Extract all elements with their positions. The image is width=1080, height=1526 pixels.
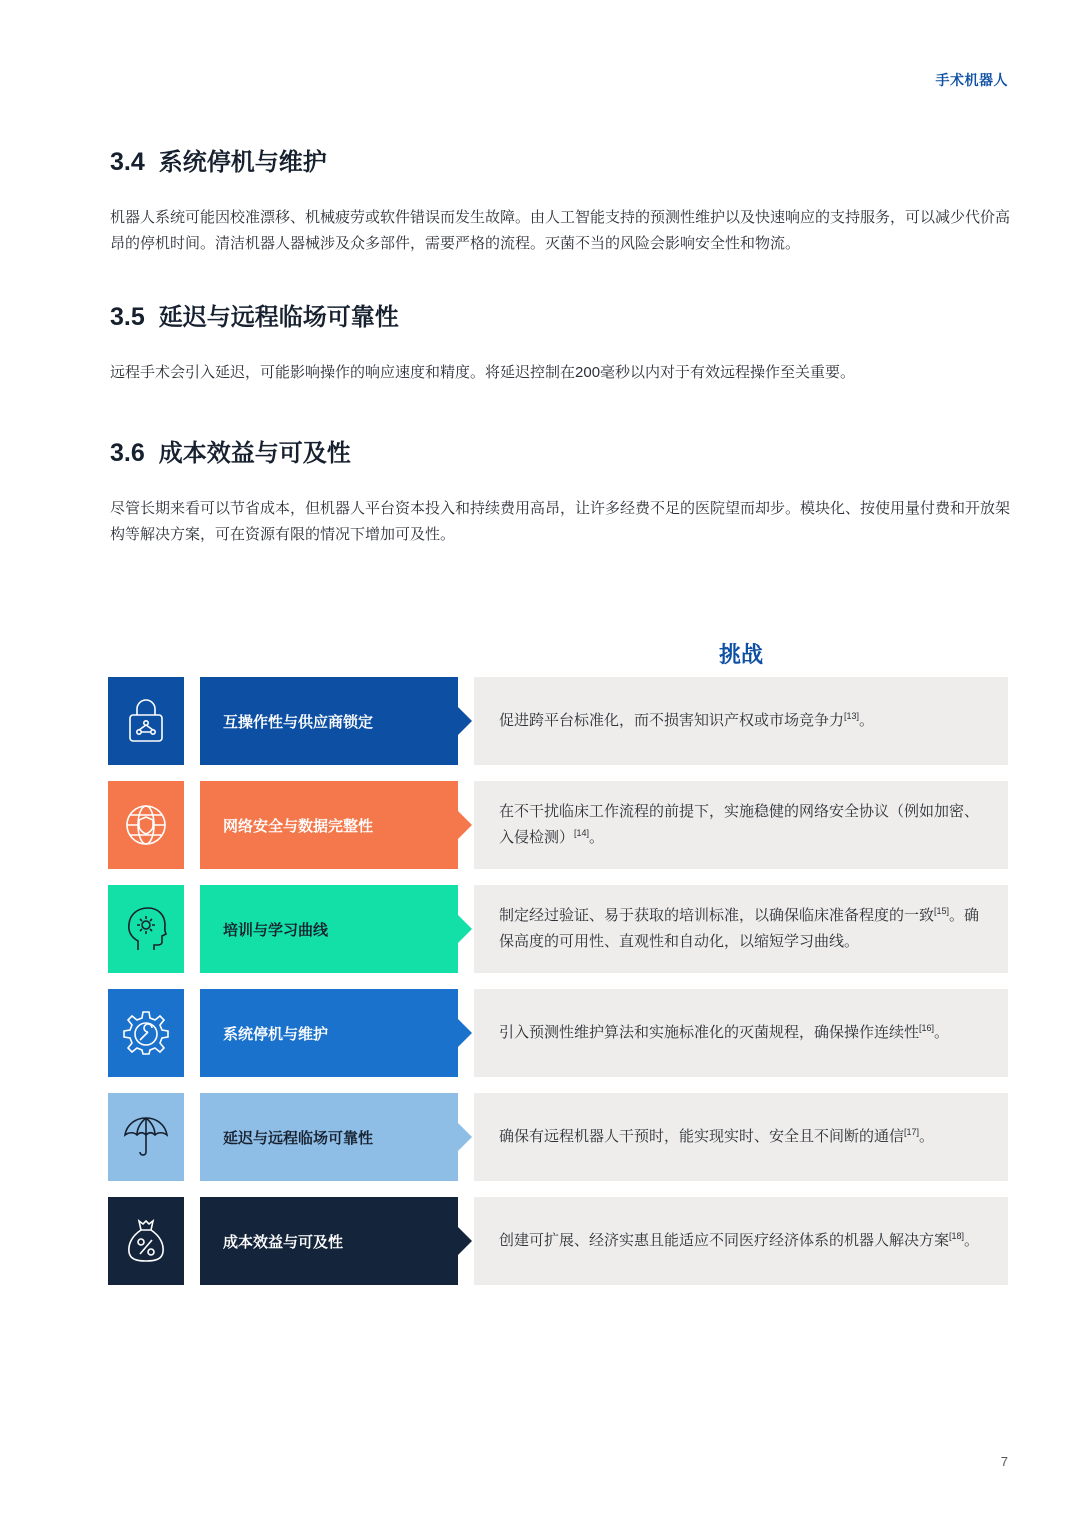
section-body: 远程手术会引入延迟，可能影响操作的响应速度和精度。将延迟控制在200毫秒以内对于有效远程操作至关重要。 bbox=[110, 364, 856, 381]
description-text: 创建可扩展、经济实惠且能适应不同医疗经济体系的机器人解决方案 bbox=[499, 1232, 950, 1249]
challenge-description bbox=[474, 781, 1008, 869]
section-body: 尽管长期来看可以节省成本，但机器人平台资本投入和持续费用高昂，让许多经费不足的医院望而却步。模块化、按使用量付费和开放架构等解决方案，可在资源有限的情况下增加可及性。 bbox=[110, 500, 1011, 543]
description-end: 。确保高度的可用性、直观性和自动化，以缩短学习曲线。 bbox=[499, 907, 980, 950]
challenge-description bbox=[474, 885, 1008, 973]
challenge-row bbox=[108, 1197, 1008, 1285]
reference-marker: [14] bbox=[574, 828, 590, 838]
section-number: 3.4 bbox=[110, 148, 145, 176]
umbrella-icon bbox=[108, 1093, 184, 1181]
challenge-description bbox=[474, 989, 1008, 1077]
description-text: 在不干扰临床工作流程的前提下，实施稳健的网络安全协议（例如加密、入侵检测） bbox=[499, 803, 980, 846]
head-gear-icon bbox=[108, 885, 184, 973]
challenge-label: 培训与学习曲线 bbox=[200, 885, 458, 973]
challenge-label: 互操作性与供应商锁定 bbox=[200, 677, 458, 765]
section-number: 3.5 bbox=[110, 303, 145, 331]
description-end: 。 bbox=[859, 712, 875, 729]
section-title: 系统停机与维护 bbox=[158, 149, 327, 176]
challenges-title: 挑战 bbox=[718, 642, 763, 667]
gear-wrench-icon bbox=[108, 989, 184, 1077]
challenge-row bbox=[108, 781, 1008, 869]
description-text: 促进跨平台标准化，而不损害知识产权或市场竞争力 bbox=[499, 712, 845, 729]
section-latency bbox=[110, 297, 1010, 386]
challenge-label: 系统停机与维护 bbox=[200, 989, 458, 1077]
section-heading bbox=[110, 297, 1010, 332]
reference-marker: [15] bbox=[934, 906, 950, 916]
description-text: 制定经过验证、易于获取的培训标准，以确保临床准备程度的一致 bbox=[499, 907, 935, 924]
globe-shield-icon bbox=[108, 781, 184, 869]
section-heading bbox=[110, 142, 1010, 177]
section-body: 机器人系统可能因校准漂移、机械疲劳或软件错误而发生故障。由人工智能支持的预测性维护以及快速响应的支持服务，可以减少代价高昂的停机时间。清洁机器人器械涉及众多部件，需要严格的流程。灭菌不当的风险会影响安全性和物流。 bbox=[110, 209, 1011, 252]
money-bag-percent-icon bbox=[108, 1197, 184, 1285]
description-end: 。 bbox=[964, 1232, 980, 1249]
section-number: 3.6 bbox=[110, 439, 145, 467]
challenge-description bbox=[474, 1093, 1008, 1181]
section-title: 延迟与远程临场可靠性 bbox=[158, 304, 399, 331]
padlock-network-icon bbox=[108, 677, 184, 765]
section-title: 成本效益与可及性 bbox=[158, 440, 351, 467]
challenge-row bbox=[108, 885, 1008, 973]
description-text: 确保有远程机器人干预时，能实现实时、安全且不间断的通信 bbox=[499, 1128, 905, 1145]
section-cost-effectiveness bbox=[110, 433, 1010, 548]
reference-marker: [18] bbox=[949, 1231, 965, 1241]
reference-marker: [13] bbox=[844, 711, 860, 721]
challenge-label: 网络安全与数据完整性 bbox=[200, 781, 458, 869]
section-system-downtime bbox=[110, 142, 1010, 257]
challenge-row bbox=[108, 677, 1008, 765]
challenge-label: 延迟与远程临场可靠性 bbox=[200, 1093, 458, 1181]
challenge-label: 成本效益与可及性 bbox=[200, 1197, 458, 1285]
reference-marker: [16] bbox=[919, 1023, 935, 1033]
description-end: 。 bbox=[934, 1024, 950, 1041]
page-number: 7 bbox=[1000, 1454, 1008, 1469]
description-end: 。 bbox=[589, 829, 605, 846]
challenge-description bbox=[474, 1197, 1008, 1285]
challenge-description bbox=[474, 677, 1008, 765]
section-heading bbox=[110, 433, 1010, 468]
reference-marker: [17] bbox=[904, 1127, 920, 1137]
challenge-row bbox=[108, 989, 1008, 1077]
description-text: 引入预测性维护算法和实施标准化的灭菌规程，确保操作连续性 bbox=[499, 1024, 920, 1041]
challenge-row bbox=[108, 1093, 1008, 1181]
header-brand: 手术机器人 bbox=[935, 72, 1008, 88]
description-end: 。 bbox=[919, 1128, 935, 1145]
